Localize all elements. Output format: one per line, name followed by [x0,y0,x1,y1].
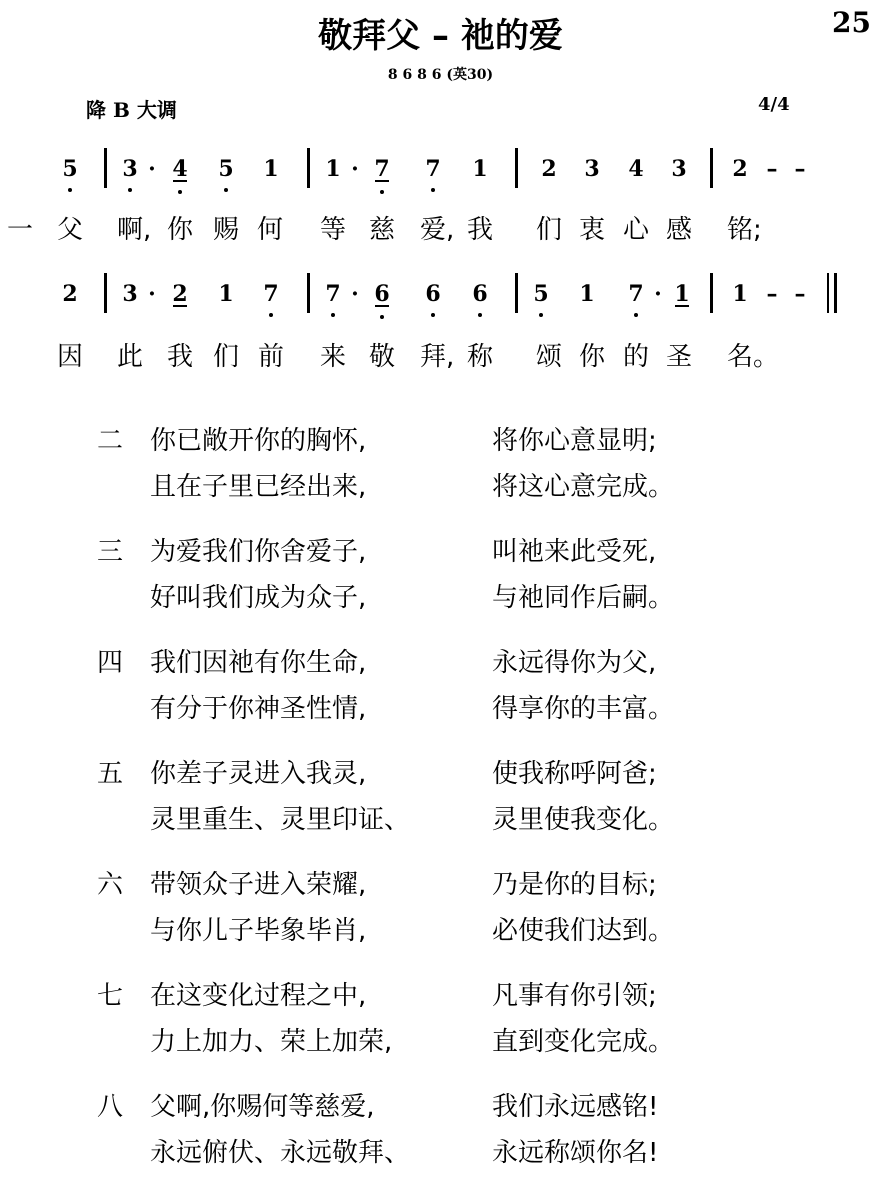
low-octave-dot [269,313,273,317]
note-digit: 1 [218,281,234,307]
meter: 8 6 8 6 (英30) [387,67,494,83]
verse-line: 有分于你神圣性情, [150,694,367,724]
low-octave-dot [380,190,384,194]
note-digit: 3 [584,156,600,182]
verse-line: 与你儿子毕象毕肖, [150,916,367,946]
verse-line: 好叫我们成为众子, [150,583,367,613]
verse-number: 三 [97,537,124,567]
note-digit: · [148,281,156,307]
barline [515,148,518,188]
verse-line: 使我称呼阿爸; [492,759,657,789]
lyric-syllable: 爱, [420,215,455,245]
lyric-syllable: 何 [257,215,284,245]
low-octave-dot [178,190,182,194]
note-digit: 1 [325,156,341,182]
lyric-syllable: 心 [623,215,650,245]
lyric-syllable: 铭; [727,215,762,245]
verse-line: 永远称颂你名! [492,1138,659,1168]
lyric-syllable: 你 [167,215,194,245]
note [626,281,646,307]
low-octave-dot [478,313,482,317]
note-digit: 7 [374,156,390,182]
verse-line: 将你心意显明; [492,426,657,456]
note-digit: 7 [628,281,644,307]
note-digit: 7 [425,156,441,182]
hold-dash [790,281,810,307]
low-octave-dot [128,188,132,192]
note [261,281,281,307]
hold-dash [790,156,810,182]
note [577,281,597,307]
lyric-syllable: 你 [579,342,606,372]
low-octave-dot [431,188,435,192]
hymn-title: 敬拜父 – 祂的爱 [318,16,563,56]
lyric-syllable: 衷 [579,215,606,245]
verse-line: 灵里使我变化。 [492,805,675,835]
lyric-syllable: 的 [623,342,650,372]
barline [710,148,713,188]
note [423,281,443,307]
low-octave-dot [431,313,435,317]
note [582,156,602,182]
verse-line: 父啊,你赐何等慈爱, [150,1092,375,1122]
dotted-rhythm [345,281,365,307]
verse-line: 凡事有你引领; [492,981,657,1011]
verse-number: 五 [97,759,124,789]
note-digit: 6 [374,281,390,307]
barline [104,273,107,313]
note-digit: · [148,156,156,182]
lyric-syllable: 颂 [536,342,563,372]
note [423,156,443,182]
note-digit: 7 [263,281,279,307]
verse-number: 六 [97,870,124,900]
note-digit: 4 [172,156,188,182]
verse-line: 灵里重生、灵里印证、 [150,805,411,835]
note-digit: 2 [541,156,557,182]
verse-line: 我们因祂有你生命, [150,648,367,678]
note [626,156,646,182]
verse-line: 且在子里已经出来, [150,472,367,502]
lyric-syllable: 啊, [117,215,152,245]
note-digit: 1 [674,281,690,307]
low-octave-dot [224,188,228,192]
lyric-syllable: 我 [167,342,194,372]
note-digit: · [351,281,359,307]
note [170,156,190,182]
barline [104,148,107,188]
lyric-syllable: 们 [536,215,563,245]
dotted-rhythm [648,281,668,307]
verse-line: 带领众子进入荣耀, [150,870,367,900]
final-barline [827,273,837,313]
note-digit: 5 [533,281,549,307]
verse-line: 为爱我们你舍爱子, [150,537,367,567]
verse-line: 你已敞开你的胸怀, [150,426,367,456]
note [60,281,80,307]
hold-dash [762,156,782,182]
low-octave-dot [68,188,72,192]
note [672,281,692,307]
note [539,156,559,182]
note-digit: 4 [628,156,644,182]
verse-line: 叫祂来此受死, [492,537,657,567]
lyric-syllable: 等 [320,215,347,245]
lyric-syllable: 父 [57,215,84,245]
note [470,281,490,307]
note [372,156,392,182]
note [261,156,281,182]
page-number: 25 [832,6,871,39]
note-digit: 3 [671,156,687,182]
note [60,156,80,182]
note-digit: 1 [732,281,748,307]
lyric-syllable: 来 [320,342,347,372]
lyric-syllable: 敬 [369,342,396,372]
note-digit: – [766,156,778,182]
lyric-syllable: 圣 [666,342,693,372]
dotted-rhythm [345,156,365,182]
lyric-syllable: 一 [7,215,34,245]
lyric-syllable: 赐 [213,215,240,245]
barline [307,273,310,313]
note [470,156,490,182]
low-octave-dot [380,315,384,319]
verse-number: 二 [97,426,124,456]
note [170,281,190,307]
lyric-syllable: 拜, [420,342,455,372]
verse-line: 永远俯伏、永远敬拜、 [150,1138,411,1168]
verse-line: 得享你的丰富。 [492,694,675,724]
lyric-syllable: 前 [258,342,285,372]
note-digit: · [351,156,359,182]
barline [307,148,310,188]
note-digit: – [766,281,778,307]
lyric-syllable: 名。 [727,342,780,372]
note [323,156,343,182]
verse-line: 你差子灵进入我灵, [150,759,367,789]
low-octave-dot [539,313,543,317]
note [730,281,750,307]
lyric-syllable: 慈 [369,215,396,245]
note-digit: 2 [732,156,748,182]
lyric-syllable: 们 [213,342,240,372]
lyric-syllable: 此 [117,342,144,372]
note [669,156,689,182]
low-octave-dot [331,313,335,317]
note [120,281,140,307]
note [120,156,140,182]
time-signature: 4/4 [758,94,790,115]
verse-line: 与祂同作后嗣。 [492,583,675,613]
note-digit: 2 [172,281,188,307]
barline [515,273,518,313]
verse-line: 必使我们达到。 [492,916,675,946]
verse-line: 在这变化过程之中, [150,981,367,1011]
note-digit: 6 [425,281,441,307]
verse-number: 七 [97,981,124,1011]
barline [710,273,713,313]
verse-line: 将这心意完成。 [492,472,675,502]
lyric-syllable: 因 [57,342,84,372]
note-digit: 1 [263,156,279,182]
key-signature: 降 B 大调 [86,98,177,122]
note-digit: 1 [579,281,595,307]
verse-number: 八 [97,1092,124,1122]
note-digit: 7 [325,281,341,307]
note-digit: 3 [122,156,138,182]
lyric-syllable: 感 [666,215,693,245]
note-digit: 5 [218,156,234,182]
note-digit: 1 [472,156,488,182]
note-digit: 3 [122,281,138,307]
note [216,156,236,182]
lyric-syllable: 称 [467,342,494,372]
verse-line: 直到变化完成。 [492,1027,675,1057]
verse-number: 四 [97,648,124,678]
note-digit: 5 [62,156,78,182]
note [531,281,551,307]
hold-dash [762,281,782,307]
note-digit: · [654,281,662,307]
note-digit: – [794,281,806,307]
note-digit: 6 [472,281,488,307]
verse-line: 我们永远感铭! [492,1092,659,1122]
low-octave-dot [634,313,638,317]
dotted-rhythm [142,281,162,307]
note-digit: – [794,156,806,182]
verse-line: 力上加力、荣上加荣, [150,1027,393,1057]
verse-line: 乃是你的目标; [492,870,657,900]
note [372,281,392,307]
verse-line: 永远得你为父, [492,648,657,678]
note-digit: 2 [62,281,78,307]
note [323,281,343,307]
dotted-rhythm [142,156,162,182]
lyric-syllable: 我 [467,215,494,245]
note [730,156,750,182]
note [216,281,236,307]
